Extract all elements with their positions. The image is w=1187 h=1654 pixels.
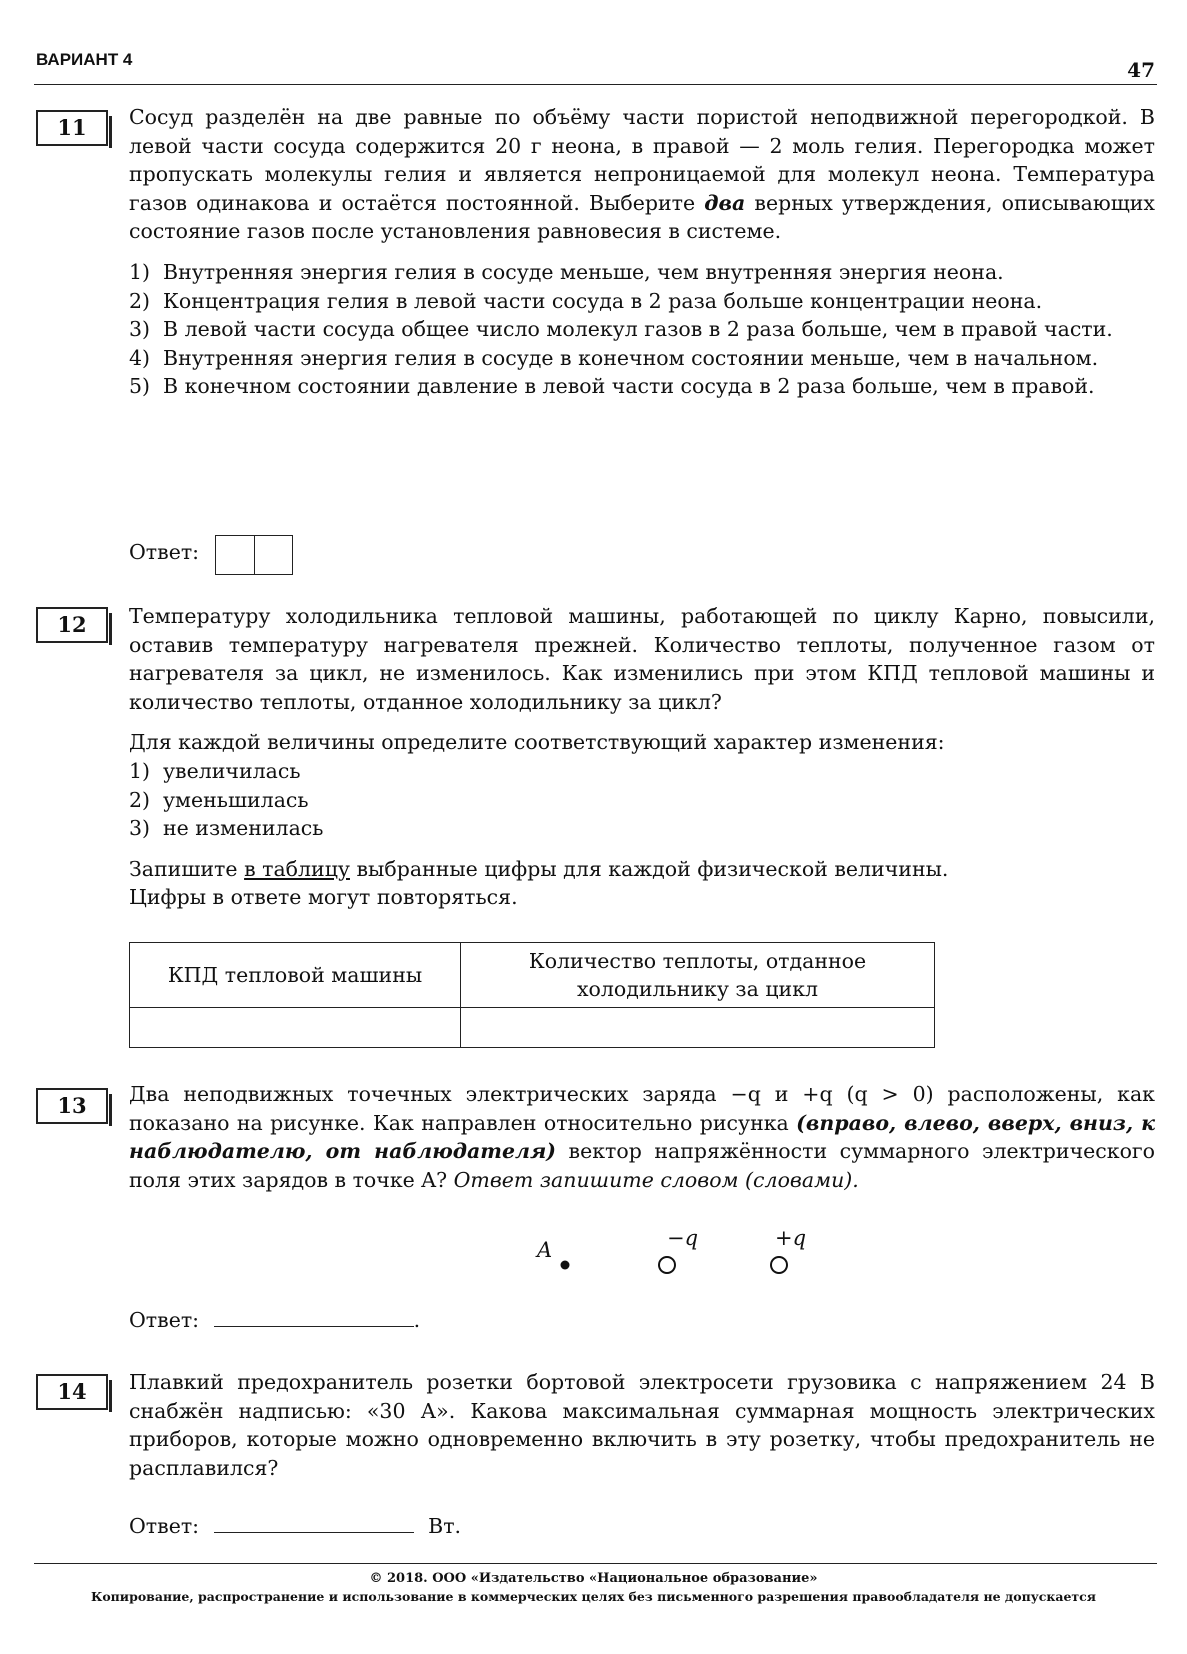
task-12-statement: Температуру холодильника тепловой машины, работающей по циклу Карно, повысили, оставив температуру нагревателя прежней. Количество теплоты, полученное газом от нагревателя за цикл, не изменилось. Как изменились при этом КПД тепловой машины и количество теплоты, отданное холодильнику за цикл? xyxy=(129,604,1155,714)
task-13-answer-field[interactable] xyxy=(214,1306,414,1327)
task-14-body xyxy=(129,1368,1155,1482)
task-11-option: 3) В левой части сосуда общее число молекул газов в 2 раза больше, чем в правой части. xyxy=(129,317,1113,342)
task-11-answer-cells[interactable] xyxy=(215,535,293,575)
task-12-answer-table xyxy=(129,942,935,1048)
table-answer-cell[interactable] xyxy=(461,1008,935,1048)
footer-divider xyxy=(34,1563,1157,1564)
footer-copyright: © 2018. ООО «Издательство «Национальное образование» xyxy=(369,1571,818,1586)
table-header-heat: Количество теплоты, отданное холодильнику за цикл xyxy=(461,943,935,1008)
task-11-statement: Сосуд разделён на две равные по объёму части пористой неподвижной перегородкой. В левой части сосуда содержится 20 г неона, в правой — 2 моль гелия. Перегородка может пропускать молекулы гелия и является непроницаемой для молекул неона. Температура газов одинакова и остаётся постоянной. Выберите два верных утверждения, описывающих состояние газов после установления равновесия в системе. xyxy=(129,105,1155,244)
task-11-options xyxy=(129,258,1155,401)
task-12-body xyxy=(129,602,1155,912)
task-11-option: 4) Внутренняя энергия гелия в сосуде в конечном состоянии меньше, чем в начальном. xyxy=(129,345,1099,370)
table-header-efficiency: КПД тепловой машины xyxy=(130,943,461,1008)
task-11-body xyxy=(129,103,1155,401)
task-13-statement: Два неподвижных точечных электрических заряда −q и +q (q > 0) расположены, как показано на рисунке. Как направлен относительно рисунка (вправо, влево, вверх, вниз, к наблюдателю, от наблюдателя) вектор напряжённости суммарного электрического поля этих зарядов в точке A? Ответ запишите словом (словами). xyxy=(129,1082,1156,1192)
task-11-answer-label: Ответ: xyxy=(129,540,200,564)
task-12-option: 3) не изменилась xyxy=(129,816,324,841)
task-14-answer-field[interactable] xyxy=(214,1512,414,1533)
variant-header: ВАРИАНТ 4 xyxy=(36,50,133,69)
charge-plus-circle xyxy=(764,1250,794,1280)
page-number: 47 xyxy=(1127,58,1155,82)
charge-minus-label: −q xyxy=(667,1226,699,1250)
charge-minus-circle xyxy=(652,1250,682,1280)
task-13-answer-instruction: Ответ запишите словом (словами). xyxy=(453,1167,859,1192)
task-11-option: 1) Внутренняя энергия гелия в сосуде меньше, чем внутренняя энергия неона. xyxy=(129,259,1004,284)
header-divider xyxy=(34,84,1157,85)
answer-cell[interactable] xyxy=(255,536,293,574)
task-14-statement: Плавкий предохранитель розетки бортовой электросети грузовика с напряжением 24 В снабжён надписью: «30 А». Какова максимальная суммарная мощность электрических приборов, которые можно одновременно включить в эту розетку, чтобы предохранитель не расплавился? xyxy=(129,1370,1155,1480)
task-13-body xyxy=(129,1080,1155,1194)
task-13-answer: Ответ: . xyxy=(129,1308,421,1332)
task-11-option: 2) Концентрация гелия в левой части сосуда в 2 раза больше концентрации неона. xyxy=(129,288,1043,313)
answer-cell[interactable] xyxy=(216,536,255,574)
table-answer-cell[interactable] xyxy=(130,1008,461,1048)
footer-notice: Копирование, распространение и использование в коммерческих целях без письменного разрешения правообладателя не допускается xyxy=(90,1589,1097,1604)
task-12-options xyxy=(129,757,1155,843)
task-14-number: 14 xyxy=(36,1374,108,1410)
task-13-emphasis: (вправо, влево, вверх, вниз, к наблюдателю, от наблюдателя) xyxy=(129,1110,1156,1164)
task-12-option: 2) уменьшилась xyxy=(129,787,309,812)
task-11-emphasis: два xyxy=(704,190,746,215)
task-12-number: 12 xyxy=(36,607,108,643)
charge-plus-label: +q xyxy=(775,1226,807,1250)
task-13-number: 13 xyxy=(36,1088,108,1124)
point-a-label: A xyxy=(537,1238,553,1262)
task-12-write-instruction: Запишите в таблицу выбранные цифры для каждой физической величины. Цифры в ответе могут повторяться. xyxy=(129,856,949,910)
point-a-dot xyxy=(550,1250,580,1280)
task-11-number: 11 xyxy=(36,110,108,146)
task-12-instruction: Для каждой величины определите соответствующий характер изменения: xyxy=(129,730,945,755)
task-12-option: 1) увеличилась xyxy=(129,758,301,783)
task-11-option: 5) В конечном состоянии давление в левой части сосуда в 2 раза больше, чем в правой. xyxy=(129,374,1095,399)
task-14-answer: Ответ: Вт. xyxy=(129,1514,462,1538)
